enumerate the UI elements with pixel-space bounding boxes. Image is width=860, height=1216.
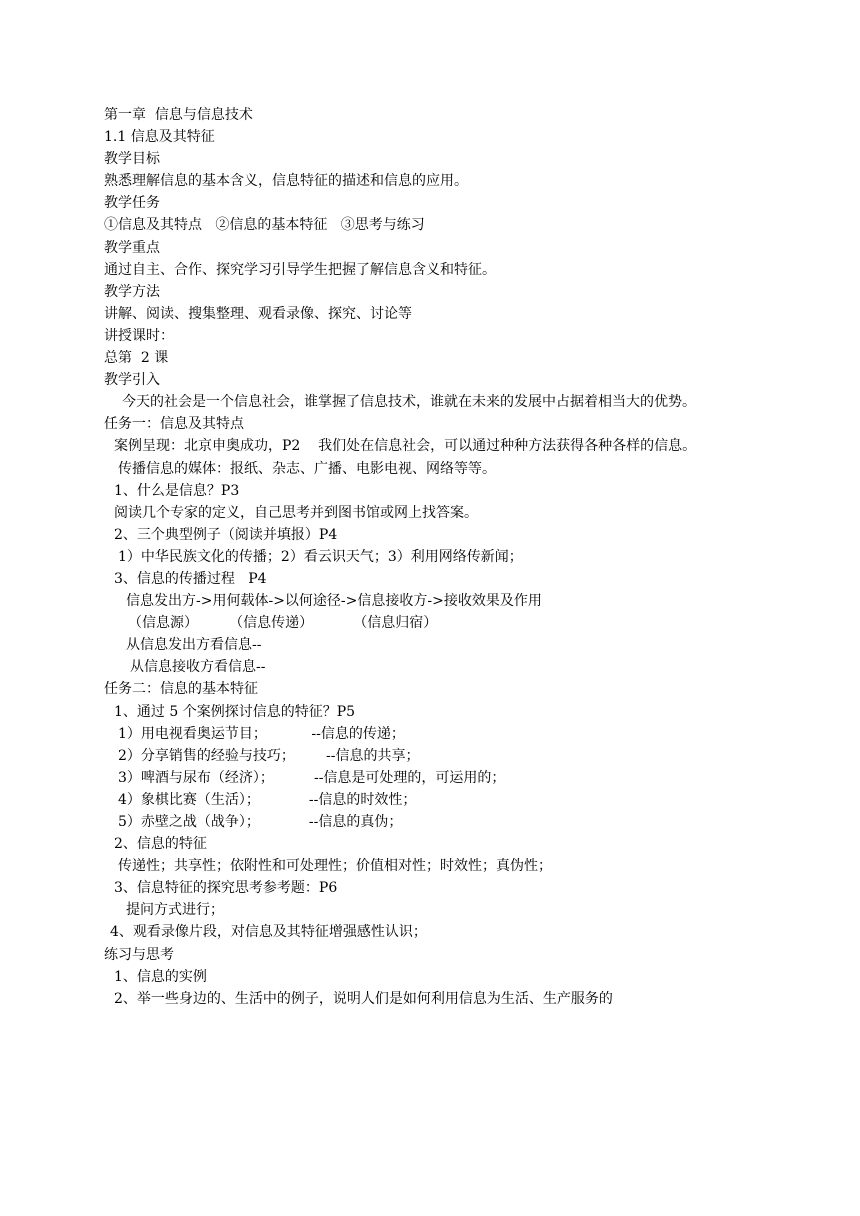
text-line: 5）赤壁之战（战争）； --信息的真伪； [118, 814, 403, 830]
text-line: 3）啤酒与尿布（经济）； --信息是可处理的，可运用的； [118, 769, 506, 786]
text-line: 今天的社会是一个信息社会，谁掌握了信息技术，谁就在未来的发展中占据着相当大的优势。 [122, 394, 696, 411]
text-line: 讲授课时： [104, 327, 174, 344]
text-line: 教学任务 [104, 195, 160, 212]
text-line: 任务一：信息及其特点 [104, 416, 244, 433]
text-line: 通过自主、合作、探究学习引导学生把握了解信息含义和特征。 [104, 261, 496, 278]
text-line: 2）分享销售的经验与技巧； --信息的共享； [118, 747, 420, 764]
text-line: 熟悉理解信息的基本含义，信息特征的描述和信息的应用。 [104, 173, 468, 190]
text-line: 传递性；共享性；依附性和可处理性；价值相对性；时效性；真伪性； [118, 858, 552, 875]
text-line: 1、什么是信息？P3 [114, 482, 240, 499]
text-line: 任务二：信息的基本特征 [104, 681, 258, 698]
text-line: 提问方式进行； [126, 902, 224, 919]
text-line: 案例呈现：北京申奥成功，P2 我们处在信息社会，可以通过种种方法获得各种各样的信息。 [114, 438, 697, 455]
text-line: 教学引入 [104, 372, 160, 389]
text-line: 1、信息的实例 [114, 968, 207, 985]
text-line: 教学方法 [104, 283, 160, 300]
text-line: （信息源） （信息传递） （信息归宿） [128, 615, 438, 632]
text-line: 4、观看录像片段，对信息及其特征增强感性认识； [110, 924, 427, 941]
document-body [104, 104, 804, 1010]
text-line: 1）中华民族文化的传播；2）看云识天气；3）利用网络传新闻； [118, 548, 523, 565]
text-line: 总第 2 课 [104, 350, 169, 367]
text-line: 3、信息的传播过程 P4 [114, 570, 267, 587]
text-line: 教学重点 [104, 239, 160, 256]
text-line: 1、通过 5 个案例探讨信息的特征？P5 [114, 703, 356, 720]
text-line: 从信息发出方看信息-- [126, 637, 262, 654]
text-line: 4）象棋比赛（生活）； --信息的时效性； [118, 791, 417, 808]
text-line: 2、三个典型例子（阅读并填报）P4 [114, 526, 338, 543]
text-line: 1.1 信息及其特征 [104, 129, 215, 146]
text-line: 2、举一些身边的、生活中的例子，说明人们是如何利用信息为生活、生产服务的 [114, 990, 613, 1007]
text-line: 阅读几个专家的定义，自己思考并到图书馆或网上找答案。 [114, 504, 478, 521]
text-line: 第一章 信息与信息技术 [104, 107, 253, 123]
text-line: 传播信息的媒体：报纸、杂志、广播、电影电视、网络等等。 [118, 460, 496, 477]
text-line: 2、信息的特征 [114, 836, 207, 853]
text-line: 信息发出方->用何载体->以何途径->信息接收方->接收效果及作用 [126, 593, 542, 610]
text-line: 练习与思考 [104, 946, 174, 963]
text-line: ①信息及其特点 ②信息的基本特征 ③思考与练习 [104, 217, 425, 234]
text-line: 从信息接收方看信息-- [130, 659, 266, 676]
text-line: 教学目标 [104, 151, 160, 168]
text-line: 讲解、阅读、搜集整理、观看录像、探究、讨论等 [104, 305, 412, 322]
text-line: 1）用电视看奥运节目； --信息的传递； [118, 725, 405, 742]
text-line: 3、信息特征的探究思考参考题：P6 [114, 880, 338, 897]
